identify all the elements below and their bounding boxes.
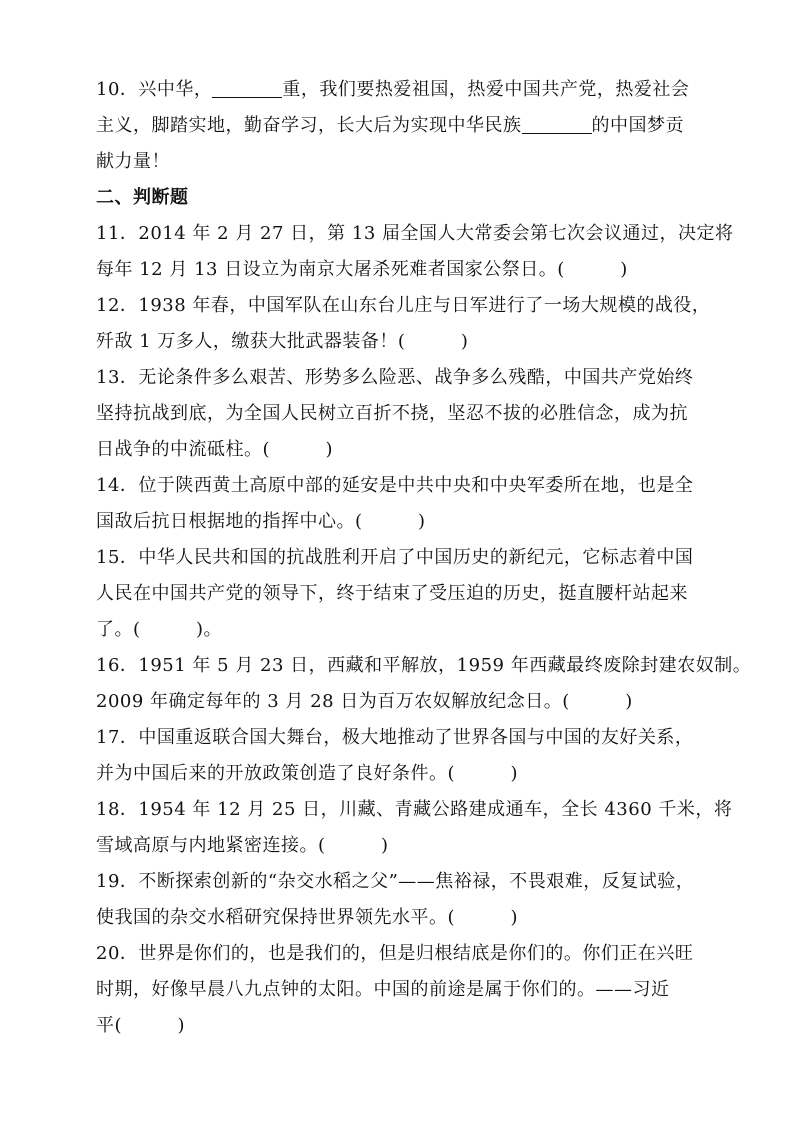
q10-text-c: 主义，脚踏实地，勤奋学习，长大后为实现中华民族 (96, 115, 522, 136)
text-line: 雪域高原与内地紧密连接。( ) (96, 835, 389, 856)
q10-text-d: 的中国梦贡 (591, 115, 684, 136)
text-line: 15．中华人民共和国的抗战胜利开启了中国历史的新纪元，它标志着中国 (96, 547, 694, 568)
text-line: 歼敌 1 万多人，缴获大批武器装备！( ) (96, 331, 469, 352)
text-line: 每年 12 月 13 日设立为南京大屠杀死难者国家公祭日。( ) (96, 259, 628, 280)
document-page (96, 72, 752, 1044)
text-line: 日战争的中流砥柱。( ) (96, 439, 334, 460)
question-10-line-2 (96, 108, 706, 144)
text-line: 2009 年确定每年的 3 月 28 日为百万农奴解放纪念日。( ) (96, 691, 633, 712)
text-line: 并为中国后来的开放政策创造了良好条件。( ) (96, 763, 519, 784)
text-line: 17．中国重返联合国大舞台，极大地推动了世界各国与中国的友好关系， (96, 727, 694, 748)
q10-text-a: 10．兴中华， (96, 79, 213, 100)
text-line: 19．不断探索创新的“杂交水稻之父”——焦裕禄，不畏艰难，反复试验， (96, 871, 695, 892)
text-line: 13．无论条件多么艰苦、形势多么险恶、战争多么残酷，中国共产党始终 (96, 367, 694, 388)
question-10-line-1 (96, 72, 706, 108)
text-line: 16．1951 年 5 月 23 日，西藏和平解放，1959 年西藏最终废除封建农奴制。 (96, 655, 752, 676)
fill-blank-1[interactable] (212, 77, 282, 98)
fill-blank-2[interactable] (522, 113, 592, 134)
text-line: 平( ) (96, 1015, 186, 1036)
text-line: 18．1954 年 12 月 25 日，川藏、青藏公路建成通车，全长 4360 千米，将 (96, 799, 733, 820)
text-line: 国敌后抗日根据地的指挥中心。( ) (96, 511, 426, 532)
question-10-line-3: 献力量！ (96, 151, 170, 172)
text-line: 人民在中国共产党的领导下，终于结束了受压迫的历史，挺直腰杆站起来 (96, 583, 688, 604)
text-line: 14．位于陕西黄土高原中部的延安是中共中央和中央军委所在地，也是全 (96, 475, 694, 496)
text-line: 12．1938 年春，中国军队在山东台儿庄与日军进行了一场大规模的战役， (96, 295, 711, 316)
text-line: 坚持抗战到底，为全国人民树立百折不挠，坚忍不拔的必胜信念，成为抗 (96, 403, 688, 424)
text-line: 了。( )。 (96, 619, 223, 640)
text-line: 11．2014 年 2 月 27 日，第 13 届全国人大常委会第七次会议通过，决定将 (96, 223, 734, 244)
q10-text-b: 重，我们要热爱祖国，热爱中国共产党，热爱社会 (282, 79, 690, 100)
text-line: 20．世界是你们的，也是我们的，但是归根结底是你们的。你们正在兴旺 (96, 943, 694, 964)
text-line: 使我国的杂交水稻研究保持世界领先水平。( ) (96, 907, 519, 928)
text-line: 时期，好像早晨八九点钟的太阳。中国的前途是属于你们的。——习近 (96, 979, 670, 1000)
section-title: 二、判断题 (96, 187, 189, 208)
